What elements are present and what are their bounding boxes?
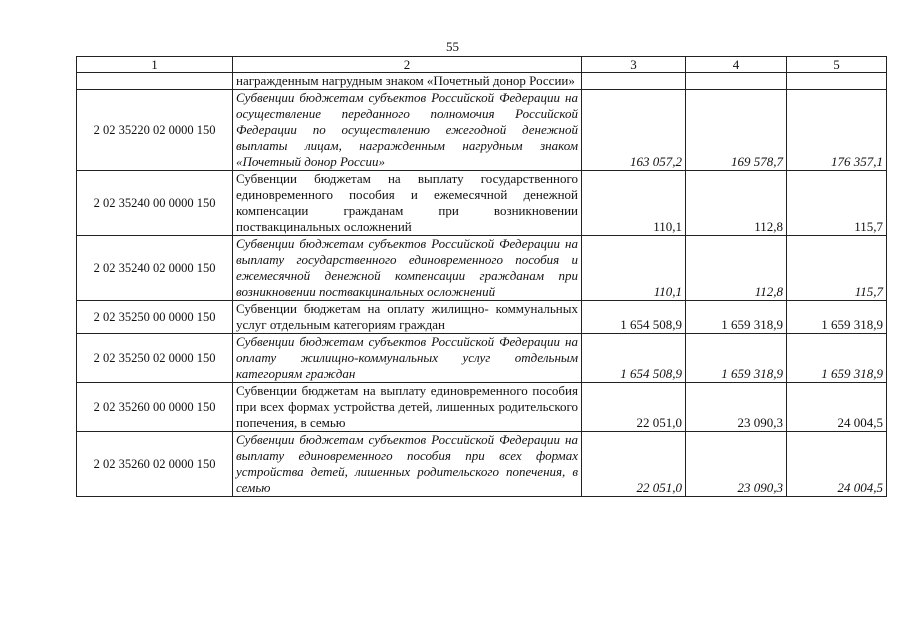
- column-header-5: 5: [787, 57, 887, 73]
- value-col5-cell: 176 357,1: [787, 90, 887, 171]
- column-header-3: 3: [582, 57, 686, 73]
- description-cell: Субвенции бюджетам субъектов Российской Федерации на выплату государственного единовременного пособия и ежемесячной денежной компенсации гражданам при возникновении поствакцинальных осложнений: [233, 236, 582, 301]
- value-col5-cell: 1 659 318,9: [787, 334, 887, 383]
- description-cell: Субвенции бюджетам субъектов Российской Федерации на осуществление переданного полномочия Российской Федерации по осуществлению ежегодной денежной выплаты лицам, награжденным нагрудным знаком «Почетный донор России»: [233, 90, 582, 171]
- value-col4-cell: 23 090,3: [686, 383, 787, 432]
- budget-code-cell: 2 02 35240 02 0000 150: [77, 236, 233, 301]
- budget-table: [76, 56, 887, 497]
- value-col5-cell: 24 004,5: [787, 383, 887, 432]
- column-header-4: 4: [686, 57, 787, 73]
- value-col5-cell: 24 004,5: [787, 432, 887, 497]
- description-cell: Субвенции бюджетам на оплату жилищно- коммунальных услуг отдельным категориям граждан: [233, 301, 582, 334]
- table-row: [77, 90, 887, 171]
- header-row: [77, 57, 887, 73]
- value-col5-cell: [787, 73, 887, 90]
- value-col3-cell: 110,1: [582, 171, 686, 236]
- value-col4-cell: 1 659 318,9: [686, 334, 787, 383]
- column-header-2: 2: [233, 57, 582, 73]
- table-row: [77, 334, 887, 383]
- budget-code-cell: 2 02 35250 02 0000 150: [77, 334, 233, 383]
- budget-code-cell: 2 02 35220 02 0000 150: [77, 90, 233, 171]
- budget-code-cell: 2 02 35240 00 0000 150: [77, 171, 233, 236]
- value-col3-cell: 22 051,0: [582, 432, 686, 497]
- budget-code-cell: 2 02 35260 02 0000 150: [77, 432, 233, 497]
- value-col3-cell: 163 057,2: [582, 90, 686, 171]
- value-col4-cell: [686, 73, 787, 90]
- value-col4-cell: 1 659 318,9: [686, 301, 787, 334]
- table-row: [77, 432, 887, 497]
- value-col3-cell: 110,1: [582, 236, 686, 301]
- table-row: [77, 301, 887, 334]
- table-row: [77, 236, 887, 301]
- table-body: [77, 73, 887, 497]
- description-cell: Субвенции бюджетам субъектов Российской Федерации на оплату жилищно-коммунальных услуг отдельным категориям граждан: [233, 334, 582, 383]
- table-row: [77, 383, 887, 432]
- budget-code-cell: 2 02 35250 00 0000 150: [77, 301, 233, 334]
- value-col3-cell: 22 051,0: [582, 383, 686, 432]
- page-number: 55: [446, 39, 459, 54]
- value-col3-cell: 1 654 508,9: [582, 334, 686, 383]
- table-row: [77, 73, 887, 90]
- value-col4-cell: 112,8: [686, 171, 787, 236]
- value-col3-cell: [582, 73, 686, 90]
- budget-code-cell: [77, 73, 233, 90]
- value-col5-cell: 1 659 318,9: [787, 301, 887, 334]
- table-row: [77, 171, 887, 236]
- description-cell: Субвенции бюджетам на выплату единовременного пособия при всех формах устройства детей, лишенных родительского попечения, в семью: [233, 383, 582, 432]
- value-col4-cell: 23 090,3: [686, 432, 787, 497]
- description-cell: награжденным нагрудным знаком «Почетный донор России»: [233, 73, 582, 90]
- value-col4-cell: 112,8: [686, 236, 787, 301]
- value-col5-cell: 115,7: [787, 171, 887, 236]
- budget-code-cell: 2 02 35260 00 0000 150: [77, 383, 233, 432]
- value-col3-cell: 1 654 508,9: [582, 301, 686, 334]
- description-cell: Субвенции бюджетам на выплату государственного единовременного пособия и ежемесячной денежной компенсации гражданам при возникновении поствакцинальных осложнений: [233, 171, 582, 236]
- description-cell: Субвенции бюджетам субъектов Российской Федерации на выплату единовременного пособия при всех формах устройства детей, лишенных родительского попечения, в семью: [233, 432, 582, 497]
- column-header-1: 1: [77, 57, 233, 73]
- value-col4-cell: 169 578,7: [686, 90, 787, 171]
- value-col5-cell: 115,7: [787, 236, 887, 301]
